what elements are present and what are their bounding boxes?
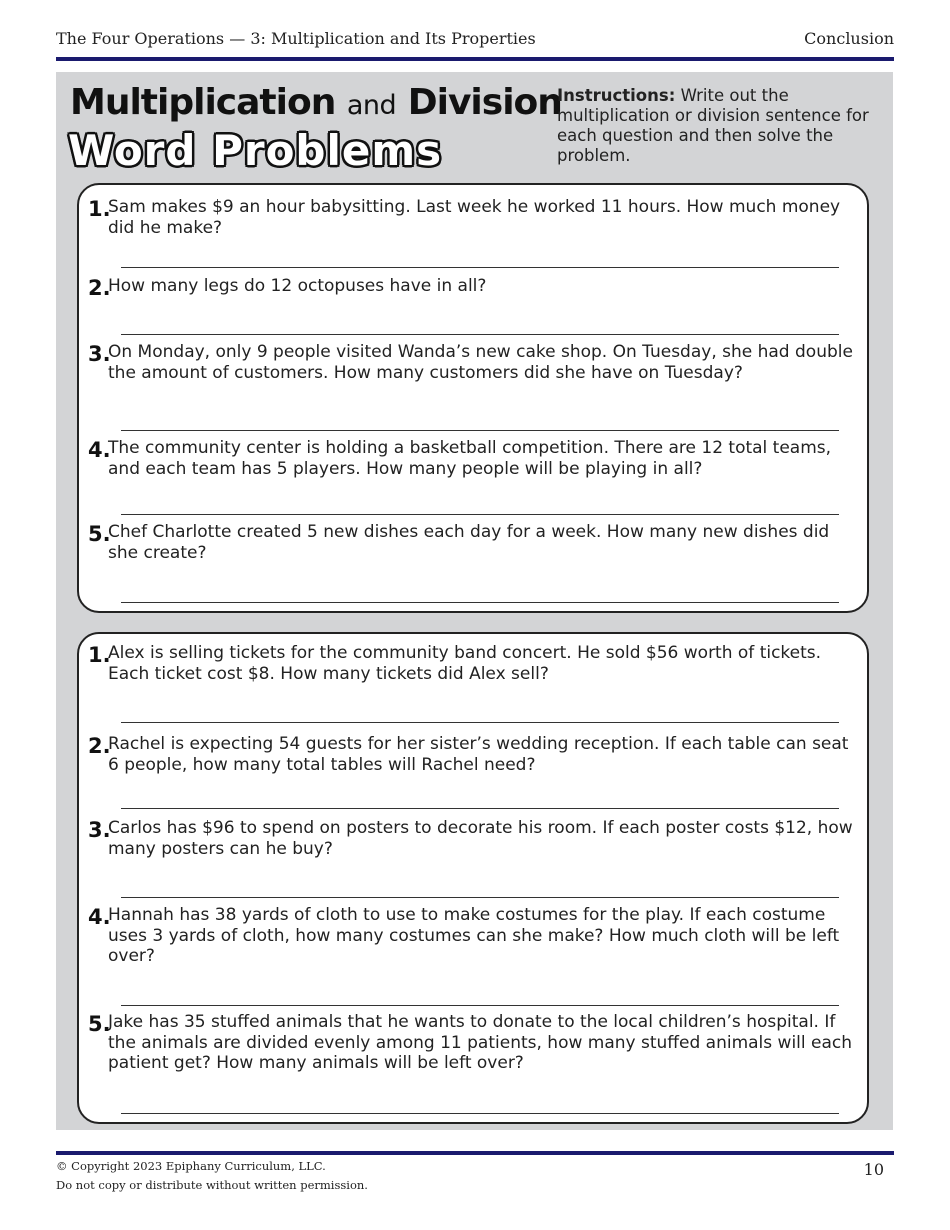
question-item [88, 438, 863, 479]
question-text: Sam makes $9 an hour babysitting. Last week he worked 11 hours. How much money did he make? [108, 197, 841, 238]
answer-line[interactable] [121, 722, 839, 723]
question-number: 4. [88, 438, 111, 462]
title-division: Division [407, 82, 562, 123]
question-item [88, 197, 863, 238]
question-text: Carlos has $96 to spend on posters to decorate his room. If each poster costs $12, how many posters can he buy? [108, 818, 853, 859]
header-chapter-title: The Four Operations — 3: Multiplication and Its Properties [56, 29, 536, 48]
answer-line[interactable] [121, 808, 839, 809]
question-item [88, 276, 863, 300]
question-number: 2. [88, 276, 111, 300]
worksheet-title [70, 82, 562, 123]
header-rule [56, 57, 894, 61]
question-number: 4. [88, 905, 111, 929]
question-number: 5. [88, 1012, 111, 1036]
answer-line[interactable] [121, 430, 839, 431]
header-section-label: Conclusion [804, 29, 894, 48]
question-item [88, 734, 863, 775]
title-multiplication: Multiplication [70, 82, 336, 123]
footer-copyright-block [56, 1157, 368, 1195]
question-number: 5. [88, 522, 111, 546]
instructions-label: Instructions: [557, 86, 676, 105]
question-text: On Monday, only 9 people visited Wanda’s new cake shop. On Tuesday, she had double the amount of customers. How many customers did she have on Tuesday? [108, 342, 853, 383]
question-text: The community center is holding a basketball competition. There are 12 total teams, and each team has 5 players. How many people will be playing in all? [108, 438, 832, 479]
question-text: Hannah has 38 yards of cloth to use to make costumes for the play. If each costume uses 3 yards of cloth, how many costumes can she make? How much cloth will be left over? [108, 905, 840, 966]
question-number: 3. [88, 342, 111, 366]
instructions [557, 86, 887, 166]
page-number: 10 [863, 1160, 884, 1179]
question-text: Alex is selling tickets for the community band concert. He sold $56 worth of tickets. Each ticket cost $8. How many tickets did Alex sell? [108, 643, 822, 684]
question-number: 3. [88, 818, 111, 842]
question-item [88, 643, 863, 684]
question-item [88, 342, 863, 383]
question-number: 1. [88, 643, 111, 667]
footer-rule [56, 1151, 894, 1155]
distribution-notice: Do not copy or distribute without written permission. [56, 1178, 368, 1192]
answer-line[interactable] [121, 267, 839, 268]
question-item [88, 905, 863, 967]
worksheet-subtitle: Word Problems [68, 126, 443, 175]
copyright-text: © Copyright 2023 Epiphany Curriculum, LLC. [56, 1159, 326, 1173]
question-item [88, 1012, 863, 1074]
answer-line[interactable] [121, 602, 839, 603]
answer-line[interactable] [121, 1113, 839, 1114]
question-text: Jake has 35 stuffed animals that he wants to donate to the local children’s hospital. If the animals are divided evenly among 11 patients, how many stuffed animals will each patient get? How many animals will be left over? [108, 1012, 853, 1073]
question-item [88, 818, 863, 859]
question-text: Rachel is expecting 54 guests for her sister’s wedding reception. If each table can seat 6 people, how many total tables will Rachel need? [108, 734, 849, 775]
instructions-text: Write out the multiplication or division sentence for each question and then solve the problem. [557, 86, 869, 165]
answer-line[interactable] [121, 514, 839, 515]
answer-line[interactable] [121, 334, 839, 335]
question-text: How many legs do 12 octopuses have in all? [108, 276, 487, 296]
answer-line[interactable] [121, 897, 839, 898]
question-text: Chef Charlotte created 5 new dishes each day for a week. How many new dishes did she create? [108, 522, 830, 563]
title-and: and [346, 90, 397, 121]
page-header [56, 29, 894, 51]
question-number: 2. [88, 734, 111, 758]
answer-line[interactable] [121, 1005, 839, 1006]
question-number: 1. [88, 197, 111, 221]
question-item [88, 522, 863, 563]
